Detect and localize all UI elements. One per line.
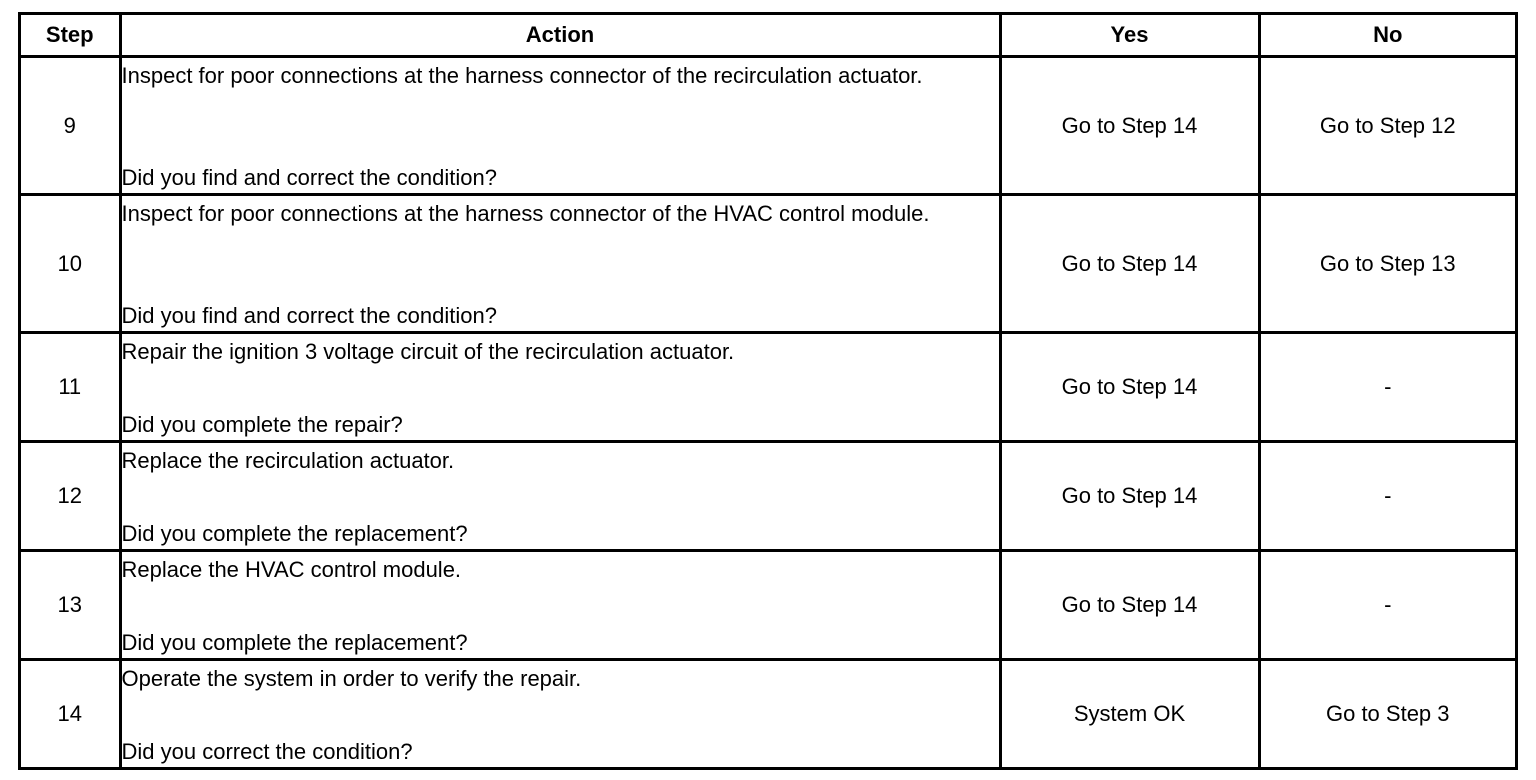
yes-result: System OK — [1000, 660, 1259, 767]
action-text: Inspect for poor connections at the harness connector of the recirculation actuator. — [121, 63, 923, 88]
table-row — [21, 551, 1515, 660]
action-cell — [120, 57, 1000, 195]
question-text: Did you find and correct the condition? — [121, 165, 497, 191]
step-number: 9 — [21, 57, 120, 195]
table-row — [21, 57, 1515, 195]
question-text: Did you complete the replacement? — [121, 630, 468, 656]
table-row — [21, 333, 1515, 442]
action-cell — [120, 333, 1000, 442]
action-text: Inspect for poor connections at the harness connector of the HVAC control module. — [121, 201, 930, 227]
action-cell — [120, 660, 1000, 767]
header-step: Step — [45, 22, 94, 47]
header-action: Action — [120, 15, 1000, 57]
step-number: 14 — [21, 660, 120, 767]
yes-result: Go to Step 14 — [1000, 442, 1259, 551]
header-row — [21, 15, 1515, 57]
diagnostic-table — [21, 15, 1515, 767]
diagnostic-table-frame — [18, 12, 1518, 770]
action-text: Replace the HVAC control module. — [121, 557, 462, 583]
action-cell — [120, 195, 1000, 333]
no-result: Go to Step 12 — [1259, 57, 1515, 195]
table-row — [21, 195, 1515, 333]
question-text: Did you complete the repair? — [121, 412, 403, 438]
yes-result: Go to Step 14 — [1000, 57, 1259, 195]
action-cell — [120, 551, 1000, 660]
step-number: 13 — [21, 551, 120, 660]
question-text: Did you complete the replacement? — [121, 521, 468, 547]
action-text: Operate the system in order to verify the repair. — [121, 666, 582, 692]
header-no: No — [1259, 15, 1515, 57]
step-number: 11 — [21, 333, 120, 442]
question-text: Did you correct the condition? — [121, 739, 413, 764]
no-result: Go to Step 13 — [1259, 195, 1515, 333]
step-number: 10 — [21, 195, 120, 333]
action-cell — [120, 442, 1000, 551]
no-result: - — [1259, 442, 1515, 551]
no-result: - — [1259, 333, 1515, 442]
question-text: Did you find and correct the condition? — [121, 303, 497, 329]
action-text: Replace the recirculation actuator. — [121, 448, 455, 474]
yes-result: Go to Step 14 — [1000, 195, 1259, 333]
table-row — [21, 442, 1515, 551]
action-text: Repair the ignition 3 voltage circuit of the recirculation actuator. — [121, 339, 735, 365]
yes-result: Go to Step 14 — [1000, 333, 1259, 442]
no-result: - — [1259, 551, 1515, 660]
no-result: Go to Step 3 — [1259, 660, 1515, 767]
yes-result: Go to Step 14 — [1000, 551, 1259, 660]
header-yes: Yes — [1000, 15, 1259, 57]
step-number: 12 — [21, 442, 120, 551]
table-row — [21, 660, 1515, 767]
